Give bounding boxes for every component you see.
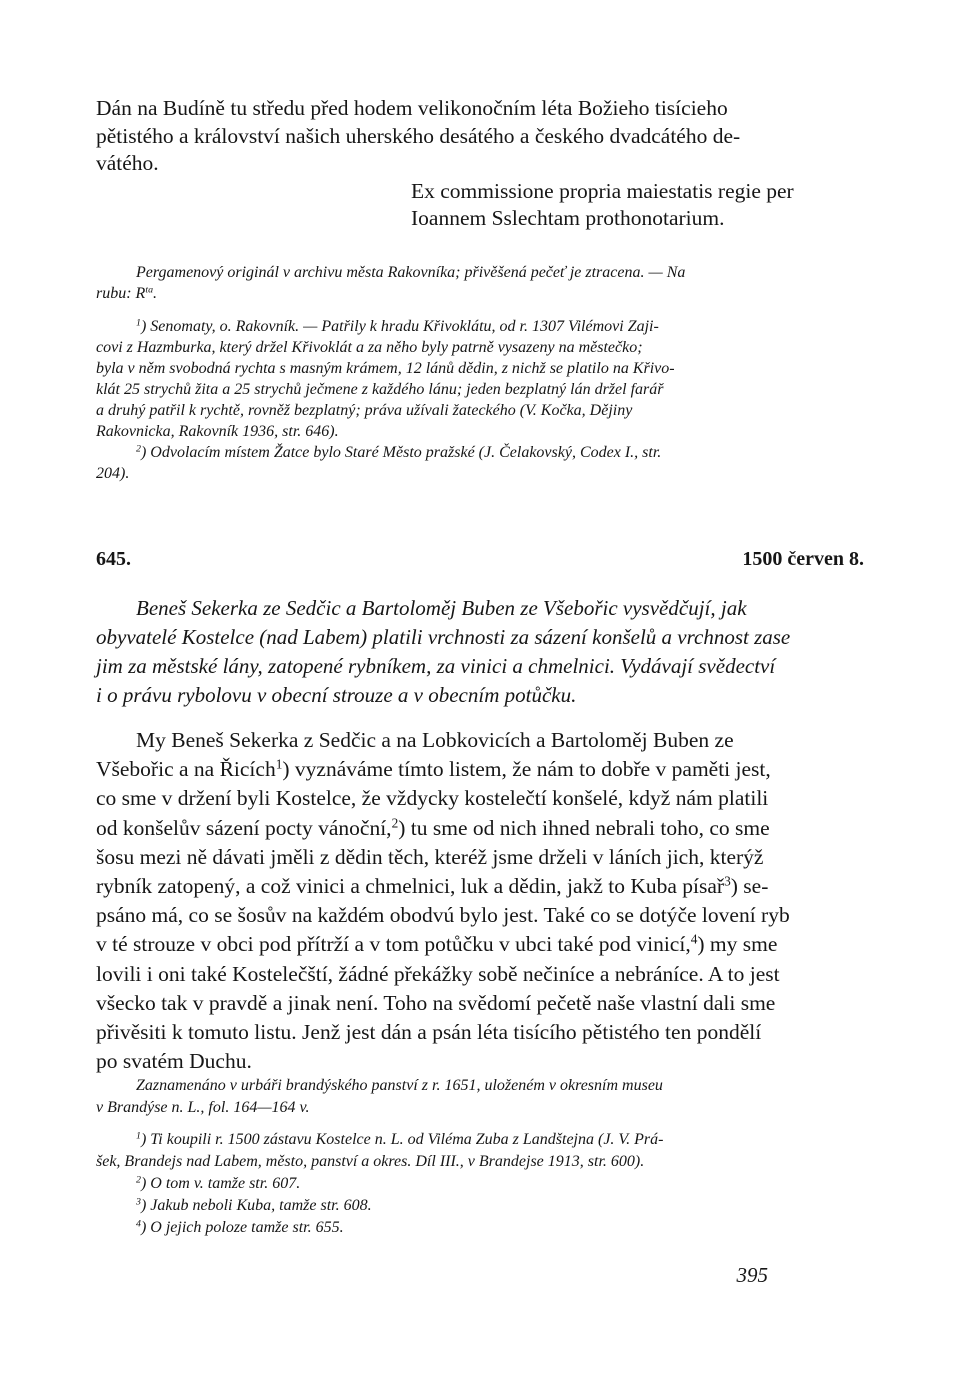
footnote-line: $^1$) Ti koupili r. 1500 zástavu Kostelce n. L. od Viléma Zuba z Landštejna (J. V. Prá- (136, 1130, 664, 1148)
footnote-line: a druhý patřil k rychtě, rovněž bezplatný; práva užívali žateckého (V. Kočka, Dějiny (96, 402, 633, 419)
footnote-line: covi z Hazmburka, který držel Křivoklát a za něho byly patrně vysazeny na městečko; (96, 339, 643, 356)
text-line: v Brandýse n. L., fol. 164—164 v. (96, 1099, 310, 1116)
regest (96, 594, 864, 710)
charter-ending (96, 95, 864, 233)
text-line: vátého. (96, 151, 159, 175)
commission-line: Ioannem Sslechtam prothonotarium. (411, 206, 725, 230)
text-line: Dán na Budíně tu středu před hodem velikonočním léta Božieho tisícieho (96, 96, 728, 120)
text-line: lovili i oni také Kostelečští, žádné překážky sobě nečiníce a nebráníce. A to jest (96, 961, 780, 986)
source-note (96, 262, 864, 304)
text-line: My Beneš Sekerka z Sedčic a na Lobkovicích a Bartoloměj Buben ze (136, 728, 734, 752)
text-line: od konšelův sázení pocty vánoční,$^2$) tu sme od nich ihned nebrali toho, co sme (96, 815, 770, 840)
footnote-line: $^2$) Odvolacím místem Žatce bylo Staré Město pražské (J. Čelakovský, Codex I., str. (136, 443, 662, 461)
text-line: Všebořic a na Řicích$^1$) vyznáváme tímto listem, že nám to dobře v paměti jest, (96, 756, 771, 782)
footnote-line: šek, Brandejs nad Labem, město, panství a okres. Díl III., v Brandejse 1913, str. 600). (96, 1153, 645, 1170)
text-line: po svatém Duchu. (96, 1049, 252, 1074)
text-line: Pergamenový originál v archivu města Rakovníka; přivěšená pečeť je ztracena. — Na (136, 264, 686, 281)
footnote-line: klát 25 strychů žita a 25 strychů ječmene z každého lánu; jeden bezplatný lán držel farář (96, 381, 664, 398)
footnote-line: $^2$) O tom v. tamže str. 607. (136, 1174, 301, 1192)
text-line: co sme v držení byli Kostelce, že vždycky kostelečtí konšelé, když nám platili (96, 786, 769, 811)
footnote-line: Rakovnicka, Rakovník 1936, str. 646). (96, 423, 339, 440)
text-line: všecko tak v pravdě a jinak není. Toho na svědomí pečetě naše vlastní dali sme (96, 990, 776, 1015)
text-line: šosu mezi ně dávati jměli z dědin těch, kteréž jsme drželi v láních jich, kterýž (96, 844, 764, 869)
text-line: rubu: $R^{ta}$. (96, 284, 158, 302)
text-line: přivěsiti k tomuto listu. Jenž jest dán a psán léta tisícího pětistého ten pondělí (96, 1020, 762, 1045)
charter-text (96, 726, 864, 1076)
page-number: 395 (736, 1263, 768, 1287)
footnotes-top (96, 316, 864, 484)
footnotes-bottom (96, 1129, 864, 1239)
text-line: psáno má, co se šosův na každém obodvú bylo jest. Také co se dotýče lovení ryb (96, 903, 790, 928)
commission-line: Ex commissione propria maiestatis regie per (411, 178, 794, 203)
regest-line: jim za městské lány, zatopené rybníkem, za vinici a chmelnici. Vydávají svědectví (96, 654, 776, 678)
record-note (96, 1075, 864, 1119)
entry-heading (96, 548, 864, 578)
entry-date: 1500 červen 8. (742, 548, 864, 570)
text-line: Zaznamenáno v urbáři brandýského panství z r. 1651, uloženém v okresním museu (136, 1077, 663, 1094)
footnote-line: $^4$) O jejich poloze tamže str. 655. (136, 1218, 344, 1236)
regest-line: Beneš Sekerka ze Sedčic a Bartoloměj Buben ze Všebořic vysvědčují, jak (136, 596, 747, 620)
text-line: v té strouze v obci pod přítrží a v tom potůčku v ubci také pod vinicí,$^4$) my sme (96, 932, 778, 957)
entry-number: 645. (96, 548, 131, 570)
footnote-line: byla v něm svobodná rychta s masným krámem, 12 lánů dědin, z nichž se platilo na Křivo- (96, 360, 675, 377)
footnote-line: 204). (96, 465, 130, 482)
regest-line: obyvatelé Kostelce (nad Labem) platili vrchnosti za sázení konšelů a vrchnost zase (96, 625, 791, 649)
regest-line: i o právu rybolovu v obecní strouze a v obecním potůčku. (96, 683, 577, 707)
footnote-line: $^1$) Senomaty, o. Rakovník. — Patřily k hradu Křivoklátu, od r. 1307 Vilémovi Zaji- (136, 317, 659, 335)
text-line: pětistého a království našich uherského desátého a českého dvadcátého de- (96, 123, 741, 148)
text-line: rybník zatopený, a což vinici a chmelnici, luk a dědin, jakž to Kuba písař$^3$) se- (96, 873, 769, 899)
document-page (96, 0, 864, 1380)
footnote-line: $^3$) Jakub neboli Kuba, tamže str. 608. (136, 1196, 372, 1214)
